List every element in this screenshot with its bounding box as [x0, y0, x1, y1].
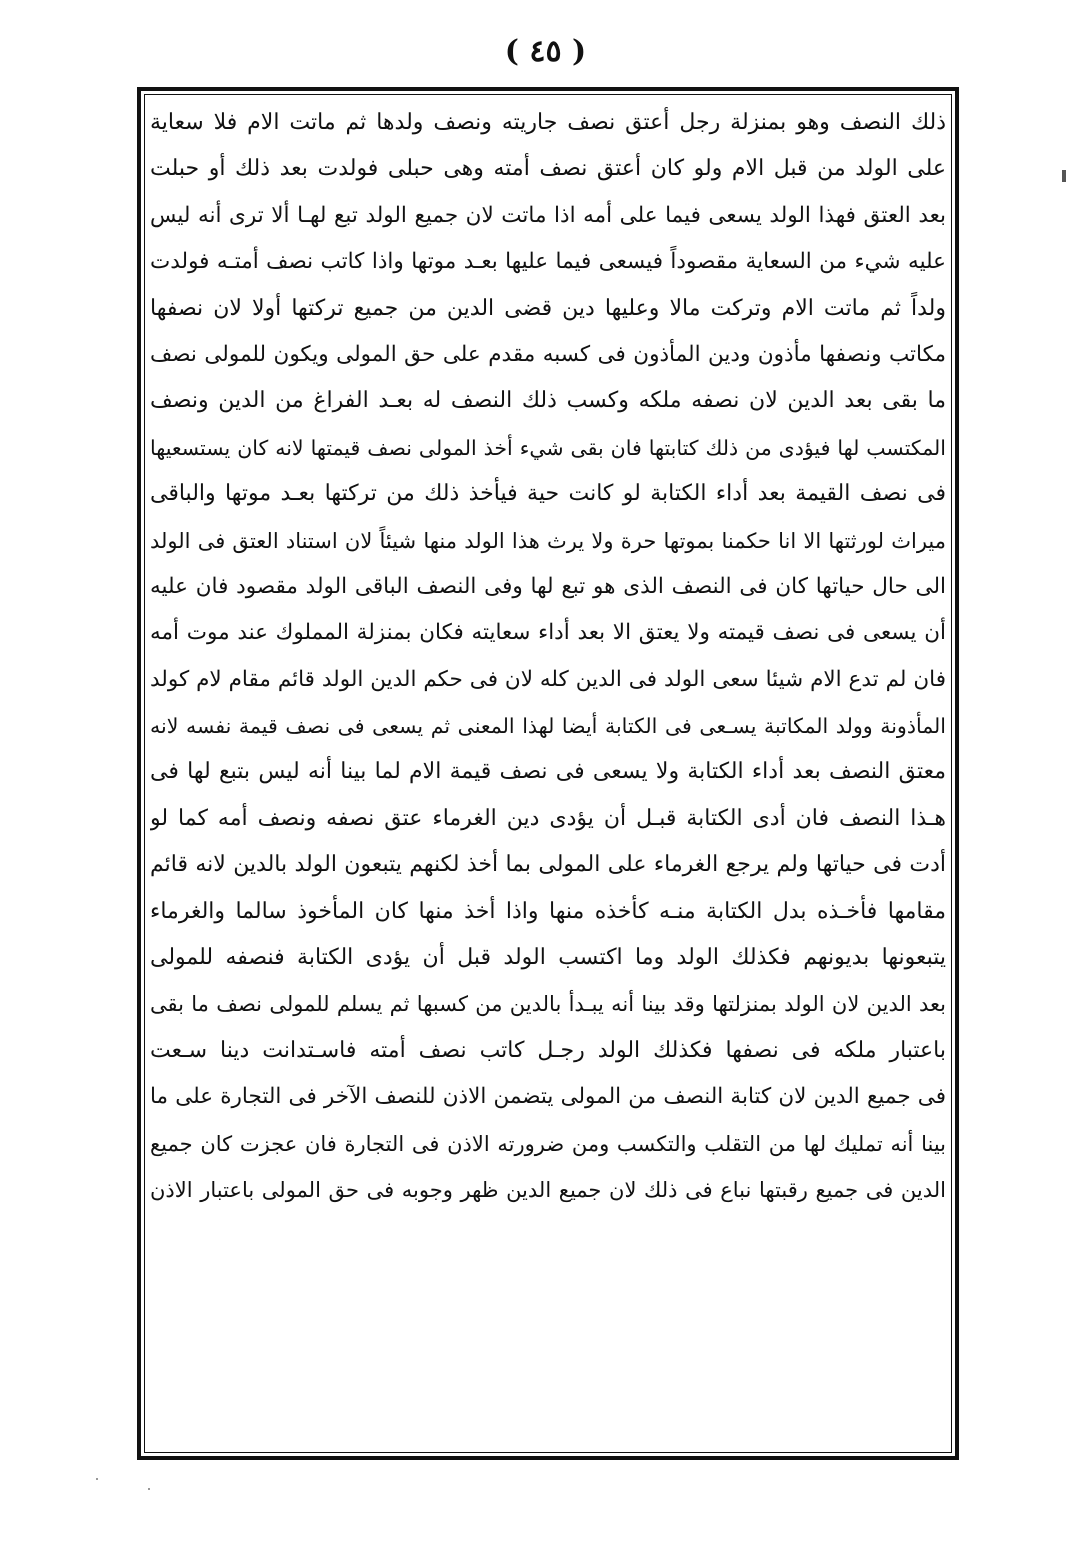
- text-line: مقامها فأخـذه بدل الكتابة منـه كأخذه منها واذا أخذ منها كان المأخوذ سالما والغرماء: [150, 898, 946, 924]
- text-line: ولداً ثم ماتت الام وتركت مالا وعليها دين قضى الدين من جميع تركتها أولا لان نصفها: [150, 295, 946, 321]
- text-line: بينا أنه تمليك لها من التقلب والتكسب ومن ضرورته الاذن فى التجارة فان عجزت كان جميع: [150, 1131, 946, 1156]
- text-line: فان لم تدع الام شيئا سعى الولد فى الدين كله لان فى حكم الدين الولد قائم مقام لام كولد: [150, 666, 946, 692]
- margin-mark: [1062, 170, 1066, 182]
- text-line: المكتسب لها فيؤدى من ذلك كتابتها فان بقى شيء أخذ المولى نصف قيمتها لانه كان يستسعيها: [150, 435, 946, 460]
- page-number: ( ٤٥ ): [504, 34, 587, 69]
- text-line: الدين فى جميع رقبتها نباع فى ذلك لان جميع الدين ظهر وجوبه فى حق المولى باعتبار الاذن: [150, 1177, 946, 1202]
- text-line: ذلك النصف وهو بمنزلة رجل أعتق نصف جاريته ونصف ولدها ثم ماتت الام فلا سعاية: [150, 110, 946, 135]
- text-line: هـذا النصف فان أدى الكتابة قبـل أن يؤدى دين الغرماء عتق نصفه ونصف أمه كما لو: [150, 805, 946, 831]
- text-line: باعتبار ملكه فى نصفها فكذلك الولد رجـل كاتب نصف أمته فاسـتدانت دينا سـعت: [150, 1037, 946, 1063]
- text-line: ميراث لورثتها الا انا حكمنا بموتها حرة ولا يرث هذا الولد منها شيئاً لان استناد العتق فى الولد: [150, 528, 946, 553]
- text-line: على الولد من قبل الام ولو كان أعتق نصف أمته وهى حبلى فولدت بعد ذلك أو حبلت: [150, 156, 946, 182]
- text-line: فى جميع الدين لان كتابة النصف من المولى يتضمن الاذن للنصف الآخر فى التجارة على ما: [150, 1084, 946, 1110]
- text-line: معتق النصف بعد أداء الكتابة ولا يسعى فى نصف قيمة الام لما بينا أنه ليس بتبع لها فى: [150, 759, 946, 785]
- text-line: بعد الدين لان الولد بمنزلتها وقد بينا أنه يبـدأ بالدين من كسبها ثم يسلم للمولى نصف ما بقى: [150, 992, 946, 1017]
- scan-speck: [96, 1478, 98, 1480]
- text-line: ما بقى بعد الدين لان نصفه ملكه وكسب ذلك النصف له بعـد الفراغ من الدين ونصف: [150, 388, 946, 414]
- text-line: الى حال حياتها كان فى النصف الذى هو تبع لها وفى النصف الباقى الولد مقصود فان عليه: [150, 573, 946, 599]
- text-line: فى نصف القيمة بعد أداء الكتابة لو كانت حية فيأخذ ذلك من تركتها بعـد موتها والباقى: [150, 481, 946, 507]
- text-line: أن يسعى فى نصف قيمته ولا يعتق الا بعد أداء سعايته فكان بمنزلة المملوك عند موت أمه: [150, 620, 946, 646]
- text-line: عليه شيء من السعاية مقصوداً فيسعى فيما عليها بعـد موتها واذا كاتب نصف أمتـه فولدت: [150, 249, 946, 275]
- text-line: مكاتب ونصفها مأذون ودين المأذون فى كسبه مقدم على حق المولى ويكون للمولى نصف: [150, 341, 946, 367]
- text-line: أدت فى حياتها ولم يرجع الغرماء على المولى بما أخذ لكنهم يتبعون الولد بالدين لانه قائم: [150, 852, 946, 878]
- text-line: يتبعونها بديونهم فكذلك الولد وما اكتسب الولد قبل أن يؤدى الكتابة فنصفه للمولى: [150, 945, 946, 971]
- scan-speck: [148, 1488, 150, 1490]
- text-line: المأذونة وولد المكاتبة يسـعى فى الكتابة أيضا لهذا المعنى ثم يسعى فى نصف قيمة نفسه لانه: [150, 714, 946, 739]
- body-text: [150, 100, 946, 1448]
- text-line: بعد العتق فهذا الولد يسعى فيما على أمه اذا ماتت لان جميع الولد تبع لهـا ألا ترى أنه ليس: [150, 202, 946, 228]
